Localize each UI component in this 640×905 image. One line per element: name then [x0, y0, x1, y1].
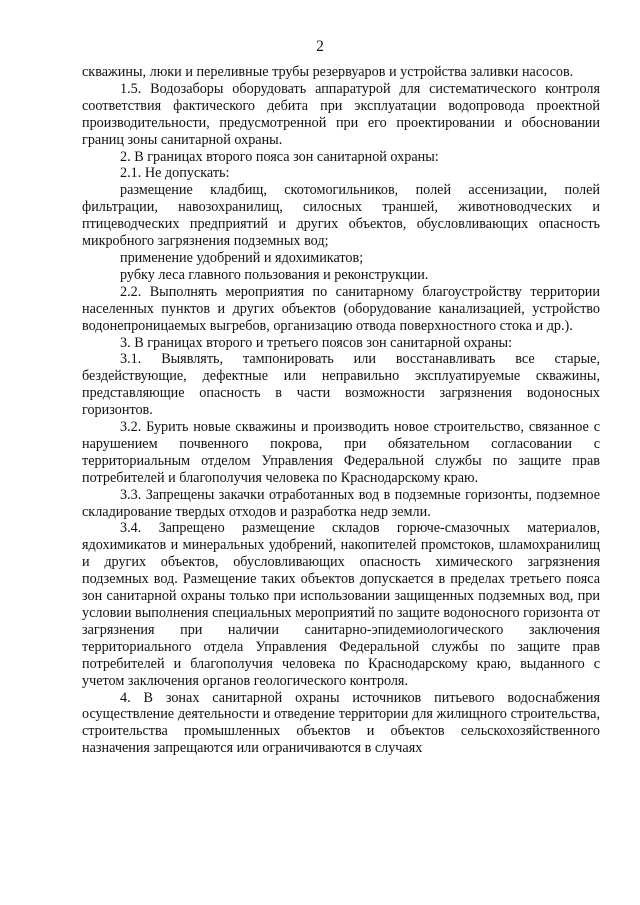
- heading-section-3: 3. В границах второго и третьего поясов зон санитарной охраны:: [120, 334, 513, 351]
- paragraph-2-1-item-2: применение удобрений и ядохимикатов;: [120, 249, 364, 266]
- document-body: [82, 64, 600, 757]
- paragraph-2-1: 2.1. Не допускать:: [120, 165, 230, 182]
- page-number: 2: [316, 38, 324, 55]
- paragraph-2-1-item-1: размещение кладбищ, скотомогильников, полей ассенизации, полей фильтрации, навозохранилищ, силосных траншей, животноводческих и птицеводческих предприятий и других объектов, обусловливающих опасность микробного загрязнения подземных вод;: [82, 182, 600, 250]
- paragraph-3-1: 3.1. Выявлять, тампонировать или восстанавливать все старые, бездействующие, дефектные или неправильно эксплуатируемые скважины, представляющие опасность в части возможности загрязнения водоносных горизонтов.: [82, 351, 600, 419]
- paragraph-2-1-item-3: рубку леса главного пользования и реконструкции.: [120, 266, 429, 283]
- paragraph-3-4: 3.4. Запрещено размещение складов горюче-смазочных материалов, ядохимикатов и минеральных удобрений, накопителей промстоков, шламохранилищ и других объектов, обусловливающих опасность химического загрязнения подземных вод. Размещение таких объектов допускается в пределах третьего пояса зон санитарной охраны только при использовании защищенных подземных вод, при условии выполнения специальных мероприятий по защите водоносного горизонта от загрязнения при наличии санитарно-эпидемиологического заключения территориального отдела Управления Федеральной службы по защите прав потребителей и благополучия человека по Краснодарскому краю, выданного с учетом заключения органов геологического контроля.: [82, 520, 600, 689]
- paragraph-1-5: 1.5. Водозаборы оборудовать аппаратурой для систематического контроля соответствия фактического дебита при эксплуатации водопровода проектной производительности, предусмотренной при его проектировании и обосновании границ зоны санитарной охраны.: [82, 80, 600, 148]
- paragraph-continuation: скважины, люки и переливные трубы резервуаров и устройства заливки насосов.: [82, 64, 574, 80]
- paragraph-3-2: 3.2. Бурить новые скважины и производить новое строительство, связанное с нарушением почвенного покрова, при обязательном согласовании с территориальным отделом Управления Федеральной службы по защите прав потребителей и благополучия человека по Краснодарскому краю.: [82, 419, 600, 486]
- heading-section-2: 2. В границах второго пояса зон санитарной охраны:: [120, 148, 439, 165]
- paragraph-3-3: 3.3. Запрещены закачки отработанных вод в подземные горизонты, подземное складирование твердых отходов и разработка недр земли.: [82, 486, 600, 520]
- paragraph-2-2: 2.2. Выполнять мероприятия по санитарному благоустройству территории населенных пунктов и других объектов (оборудование канализацией, устройство водонепроницаемых выгребов, организацию отвода поверхностного стока и др.).: [82, 283, 600, 334]
- paragraph-4: 4. В зонах санитарной охраны источников питьевого водоснабжения осуществление деятельности и отведение территории для жилищного строительства, строительства промышленных объектов и объектов сельскохозяйственного назначения запрещаются или ограничиваются в случаях: [82, 689, 600, 757]
